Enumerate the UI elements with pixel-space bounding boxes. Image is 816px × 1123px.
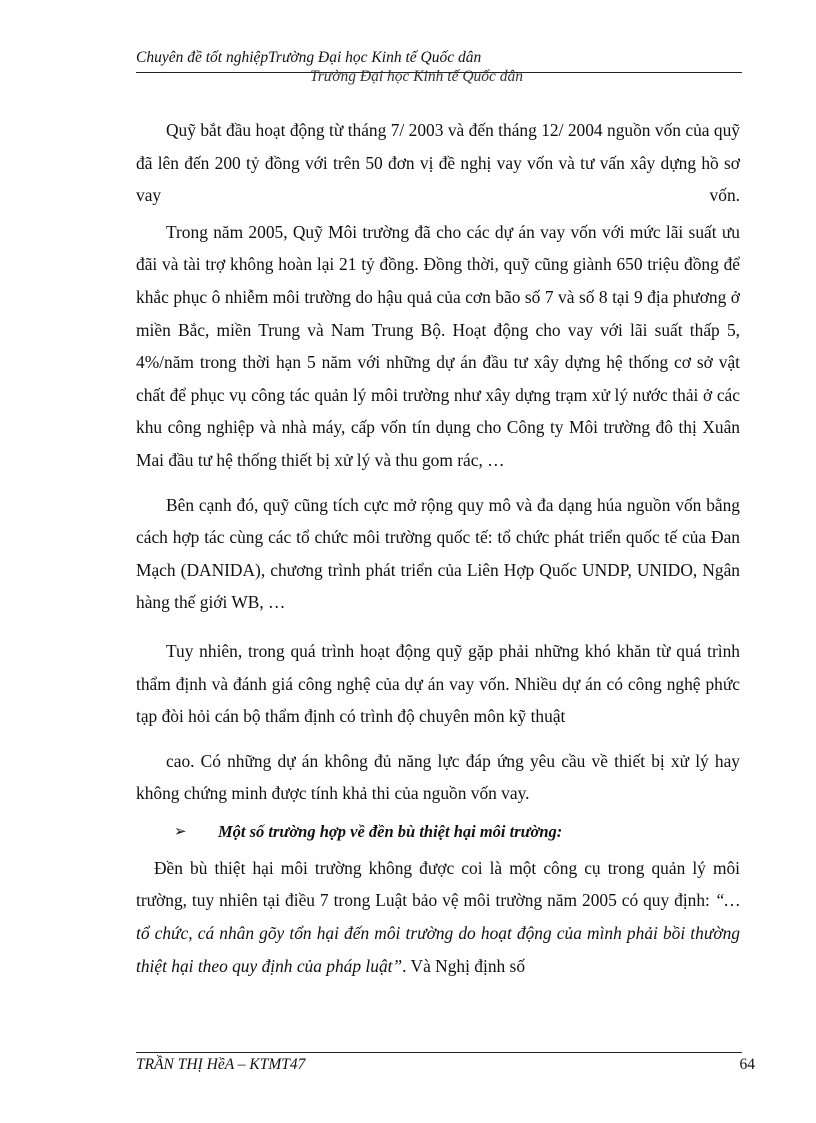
law-quote: “… tổ chức, cá nhân gõy tổn hại đến môi trường do hoạt động của mình phải bồi thường thiệt hại theo quy định của pháp luật” [136,890,740,976]
header-subtitle: Trường Đại học Kinh tế Quốc dân [310,68,524,85]
page-number: 64 [739,1056,755,1073]
footer-author: TRẦN THỊ HềA – KTMT47 [136,1056,306,1073]
document-body [136,114,740,982]
paragraph-difficulties: Tuy nhiên, trong quá trình hoạt động quỹ gặp phải những khó khăn từ quá trình thẩm định và đánh giá công nghệ của dự án vay vốn. Nhiều dự án có công nghệ phức tạp đòi hỏi cán bộ thẩm định có trình độ chuyên môn kỹ thuật [136,640,740,727]
paragraph-2005-activities: Trong năm 2005, Quỹ Môi trường đã cho các dự án vay vốn với mức lãi suất ưu đãi và tài trợ không hoàn lại 21 tỷ đồng. Đồng thời, quỹ cũng giành 650 triệu đồng để khắc phục ô nhiễm môi trường do hậu quả của cơn bão số 7 và số 8 tại 9 địa phương ở miền Bắc, miền Trung và Nam Trung Bộ. Hoạt động cho vay với lãi suất thấp 5, 4%/năm trong thời hạn 5 năm với những dự án đầu tư xây dựng hệ thống cơ sở vật chất để phục vụ công tác quản lý môi trường như xây dựng trạm xử lý nước thải ở các khu công nghiệp và nhà máy, cấp vốn tín dụng cho Công ty Môi trường đô thị Xuân Mai đầu tư hệ thống thiết bị xử lý và thu gom rác, … [136,221,740,470]
compensation-text: Đền bù thiệt hại môi trường không được coi là một công cụ trong quản lý môi trường, tuy nhiên tại điều 7 trong Luật bảo vệ môi trường năm 2005 có quy định: [136,857,740,911]
compensation-text-end: . Và Nghị định số [402,955,526,976]
bullet-heading-row [136,820,740,844]
paragraph-difficulties-cont: cao. Có những dự án không đủ năng lực đáp ứng yêu cầu về thiết bị xử lý hay không chứng minh được tính khả thi của nguồn vốn vay. [136,750,740,804]
paragraph-international-cooperation: Bên cạnh đó, quỹ cũng tích cực mở rộng quy mô và đa dạng húa nguồn vốn bằng cách hợp tác cùng các tổ chức môi trường quốc tế: tổ chức phát triển quốc tế của Đan Mạch (DANIDA), chương trình phát triển của Liên Hợp Quốc UNDP, UNIDO, Ngân hàng thế giới WB, … [136,494,740,613]
paragraph-compensation [136,852,740,982]
header-title: Chuyên đề tốt nghiệpTrường Đại học Kinh tế Quốc dân [136,49,482,66]
arrow-bullet-icon: ➢ [174,823,187,840]
paragraph-fund-start: Quỹ bắt đầu hoạt động từ tháng 7/ 2003 và đến tháng 12/ 2004 nguồn vốn của quỹ đã lên đến 200 tỷ đồng với trên 50 đơn vị đề nghị vay vốn và tư vấn xây dựng hồ sơ vay vốn. [136,120,740,206]
section-heading-compensation: Một số trường hợp về đền bù thiệt hại môi trường: [218,821,563,841]
footer-rule [136,1052,742,1053]
